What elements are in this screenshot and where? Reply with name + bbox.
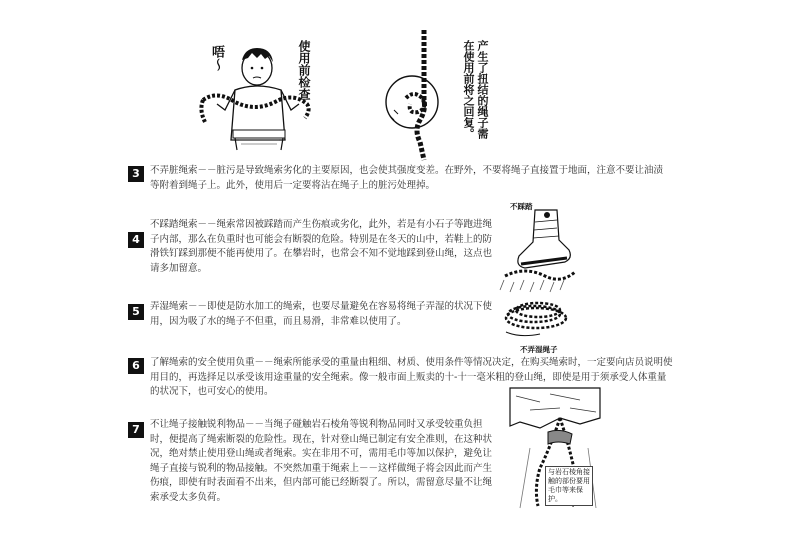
- section-6-text: 了解绳索的安全使用负重－－绳索所能承受的重量由粗细、材质、使用条件等情况决定，在购买绳索时，一定要向店员说明使用目的，再选择足以承受该用途重量的安全绳索。像一般市面上贩卖的十-十一毫米粗的登山绳，即使是用于须承受人体重量的状况下，也可安心的使用。: [150, 357, 673, 397]
- no-step-label: 不踩踏: [510, 202, 533, 211]
- wet-rope-coil-illustration: [500, 280, 575, 345]
- kink-caption-col1: 产生了扭结的绳子需: [476, 40, 489, 139]
- section-5-text: 弄湿绳索－－即使是防水加工的绳索，也要尽量避免在容易将绳子弄湿的状况下使用，因为吸了水的绳子不但重，而且易滑，非常难以使用了。: [150, 301, 493, 327]
- check-before-use-caption: 使用前检查: [297, 40, 311, 100]
- section-number-4: 4: [128, 232, 144, 248]
- boot-stepping-rope-illustration: [505, 210, 575, 285]
- protect-caption: 与岩石棱角接触的部份要用毛巾等来保护。: [545, 466, 593, 506]
- kinked-rope-illustration: [380, 30, 470, 160]
- kink-caption-col2: 在使用前将之回复。: [462, 40, 475, 139]
- exclaim-text: 唔～: [209, 45, 224, 71]
- section-3-text: 不弄脏绳索－－脏污是导致绳索劣化的主要原因，也会使其强度变差。在野外，不要将绳子直接置于地面，注意不要让油渍等附着到绳子上。此外，使用后一定要将沾在绳子上的脏污处理掉。: [150, 165, 664, 191]
- section-4-text: 不踩踏绳索－－绳索常因被踩踏而产生伤痕或劣化，此外，若是有小石子等跑进绳子内部，那么在负重时也可能会有断裂的危险。特别是在冬天的山中，若鞋上的防滑铁钉踩到那便不能再使用了。在攀岩时，也常会不知不觉地踩到登山绳，这点也请多加留意。: [150, 219, 493, 274]
- section-number-7: 7: [128, 422, 144, 438]
- section-number-3: 3: [128, 166, 144, 182]
- section-7-text: 不让绳子接触锐利物品－－当绳子碰触岩石棱角等锐利物品同时又承受较重负担时，便提高了绳索断裂的危险性。现在，针对登山绳已制定有安全准则，在这种状况，绝对禁止使用登山绳或者绳索。实在非用不可，需用毛巾等加以保护，避免让绳子直接与锐利的物品接触。不突然加重于绳索上－－这样做绳子将会因此而产生伤痕，即使有时表面看不出来，但内部可能已经断裂了。所以，需留意尽量不让绳索承受太多负荷。: [150, 419, 493, 503]
- section-number-6: 6: [128, 358, 144, 374]
- no-wet-label: 不弄湿绳子: [520, 345, 558, 354]
- section-number-5: 5: [128, 304, 144, 320]
